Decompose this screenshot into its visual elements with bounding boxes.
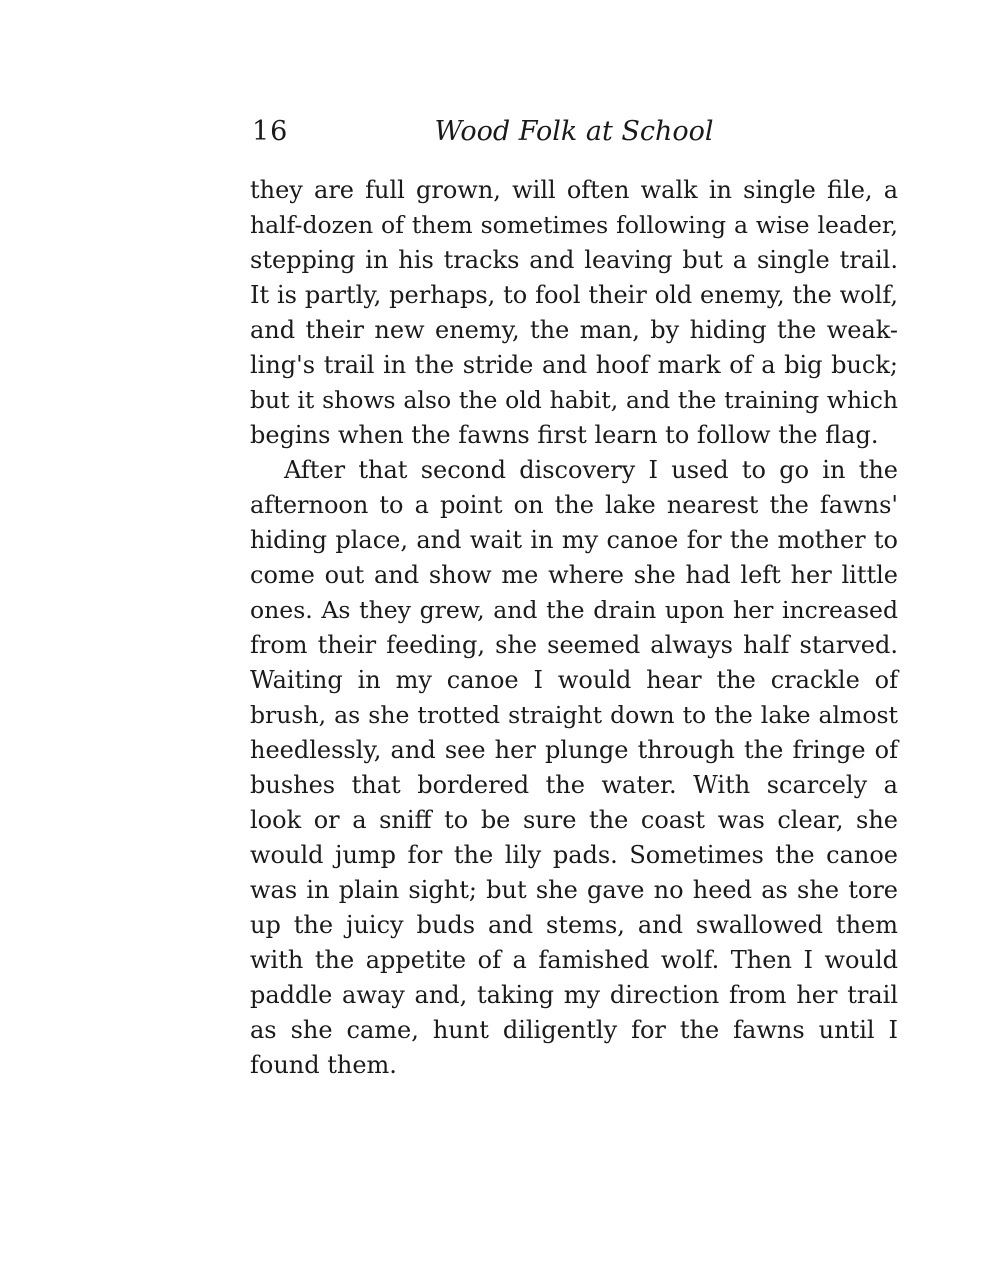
body-text — [250, 173, 898, 1083]
text-line: was in plain sight; but she gave no heed as she tore — [250, 876, 898, 904]
text-line: half-dozen of them sometimes following a wise leader, — [250, 211, 898, 239]
text-line: ones. As they grew, and the drain upon her increased — [250, 596, 898, 624]
text-line: look or a sniff to be sure the coast was clear, she — [250, 806, 898, 834]
text-line: brush, as she trotted straight down to the lake almost — [250, 701, 898, 729]
text-line: up the juicy buds and stems, and swallowed them — [250, 911, 898, 939]
running-head — [250, 112, 898, 152]
text-line: bushes that bordered the water. With scarcely a — [250, 771, 898, 799]
text-line: from their feeding, she seemed always half starved. — [250, 631, 898, 659]
text-line: afternoon to a point on the lake nearest the fawns' — [250, 491, 898, 519]
text-line: found them. — [250, 1051, 397, 1079]
text-line: come out and show me where she had left her little — [250, 561, 898, 589]
text-line: with the appetite of a famished wolf. Then I would — [250, 946, 898, 974]
text-line: but it shows also the old habit, and the training which — [250, 386, 898, 414]
text-line: heedlessly, and see her plunge through the fringe of — [250, 736, 898, 764]
text-line: After that second discovery I used to go in the — [284, 456, 898, 484]
text-line: as she came, hunt diligently for the fawns until I — [250, 1016, 898, 1044]
text-line: they are full grown, will often walk in single file, a — [250, 176, 898, 204]
text-line: begins when the fawns first learn to follow the flag. — [250, 421, 879, 449]
text-line: stepping in his tracks and leaving but a single trail. — [250, 246, 898, 274]
paragraph-1 — [250, 173, 898, 453]
running-title: Wood Folk at School — [434, 116, 714, 147]
text-line: paddle away and, taking my direction from her trail — [250, 981, 898, 1009]
paragraph-2 — [250, 453, 898, 1083]
page-number: 16 — [252, 116, 289, 147]
text-line: It is partly, perhaps, to fool their old enemy, the wolf, — [250, 281, 898, 309]
text-line: hiding place, and wait in my canoe for the mother to — [250, 526, 898, 554]
text-line: and their new enemy, the man, by hiding the weak- — [250, 316, 898, 344]
text-line: Waiting in my canoe I would hear the crackle of — [250, 666, 898, 694]
text-line: would jump for the lily pads. Sometimes the canoe — [250, 841, 898, 869]
text-line: ling's trail in the stride and hoof mark of a big buck; — [250, 351, 898, 379]
